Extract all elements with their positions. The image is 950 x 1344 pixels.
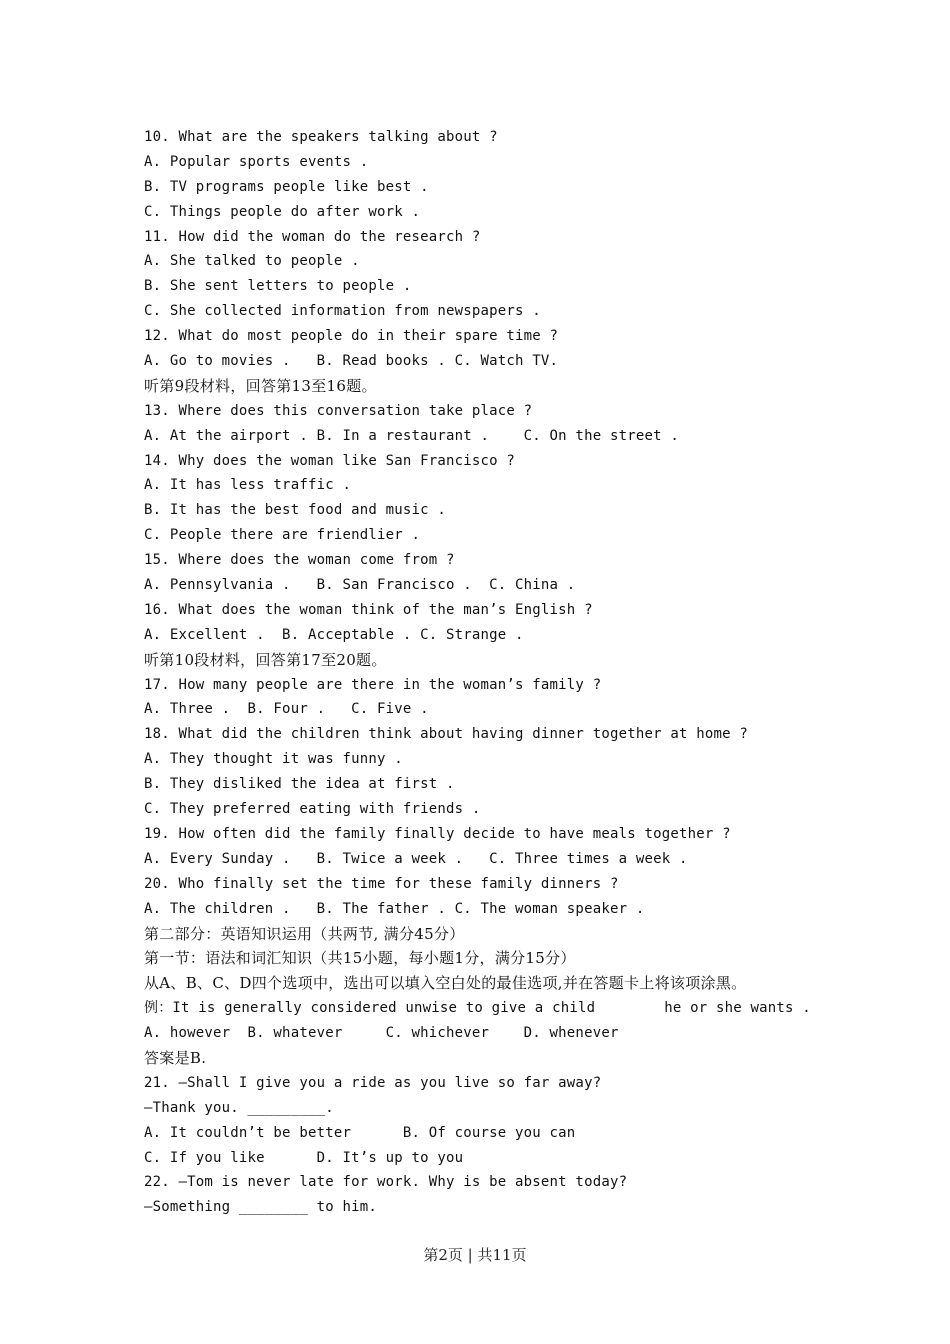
text-line: A. It couldn’t be better B. Of course you can bbox=[144, 1124, 576, 1141]
text-line: 答案是B. bbox=[144, 1048, 207, 1067]
text-line: A. Go to movies . B. Read books . C. Watch TV. bbox=[144, 353, 559, 370]
text-line: A. They thought it was funny . bbox=[144, 751, 403, 768]
page-content bbox=[144, 125, 824, 1220]
text-line: A. Pennsylvania . B. San Francisco . C. China . bbox=[144, 577, 576, 594]
text-line: A. It has less traffic . bbox=[144, 477, 352, 494]
text-line: —Thank you. _________. bbox=[144, 1099, 334, 1116]
text-line: 20. Who finally set the time for these family dinners ? bbox=[144, 875, 619, 892]
text-line: 第一节：语法和词汇知识（共15小题，每小题1分，满分15分） bbox=[144, 949, 576, 968]
text-line: 11. How did the woman do the research ? bbox=[144, 228, 481, 245]
text-line: 22. —Tom is never late for work. Why is be absent today? bbox=[144, 1174, 628, 1191]
text-line: C. If you like D. It’s up to you bbox=[144, 1149, 464, 1166]
text-line: 15. Where does the woman come from ? bbox=[144, 552, 455, 569]
text-line: —Something ________ to him. bbox=[144, 1199, 377, 1216]
text-line: B. They disliked the idea at first . bbox=[144, 776, 455, 793]
text-line: 16. What does the woman think of the man’s English ? bbox=[144, 601, 593, 618]
text-line: B. It has the best food and music . bbox=[144, 502, 447, 519]
text-line: 19. How often did the family finally decide to have meals together ? bbox=[144, 825, 731, 842]
text-line: A. Excellent . B. Acceptable . C. Strange . bbox=[144, 626, 524, 643]
text-line: C. They preferred eating with friends . bbox=[144, 801, 481, 818]
text-line: A. The children . B. The father . C. The woman speaker . bbox=[144, 900, 645, 917]
text-line: A. She talked to people . bbox=[144, 253, 360, 270]
text-line: 18. What did the children think about having dinner together at home ? bbox=[144, 726, 749, 743]
text-line: B. She sent letters to people . bbox=[144, 278, 412, 295]
text-line: 从A、B、C、D四个选项中，选出可以填入空白处的最佳选项,并在答题卡上将该项涂黑。 bbox=[144, 974, 747, 993]
page-footer: 第2页 | 共11页 bbox=[423, 1246, 527, 1264]
text-line: 17. How many people are there in the woman’s family ? bbox=[144, 676, 602, 693]
text-line: A. however B. whatever C. whichever D. whenever bbox=[144, 1025, 619, 1042]
text-line: 听第10段材料，回答第17至20题。 bbox=[144, 650, 387, 669]
text-line: B. TV programs people like best . bbox=[144, 178, 429, 195]
text-line: 10. What are the speakers talking about ? bbox=[144, 129, 498, 145]
text-line: 第二部分：英语知识运用（共两节, 满分45分） bbox=[144, 924, 465, 943]
text-line: 13. Where does this conversation take place ? bbox=[144, 402, 533, 419]
text-line: 12. What do most people do in their spare time ? bbox=[144, 328, 559, 345]
text-line: C. She collected information from newspapers . bbox=[144, 303, 541, 320]
text-line: C. People there are friendlier . bbox=[144, 527, 421, 544]
text-line: A. Every Sunday . B. Twice a week . C. Three times a week . bbox=[144, 850, 688, 867]
text-line: 例：It is generally considered unwise to give a child he or she wants . bbox=[144, 1000, 811, 1017]
text-line: 14. Why does the woman like San Francisco ? bbox=[144, 452, 516, 469]
text-line: A. At the airport . B. In a restaurant . C. On the street . bbox=[144, 427, 679, 444]
text-line: A. Popular sports events . bbox=[144, 153, 369, 170]
text-line: A. Three . B. Four . C. Five . bbox=[144, 701, 429, 718]
text-line: C. Things people do after work . bbox=[144, 203, 421, 220]
text-line: 听第9段材料，回答第13至16题。 bbox=[144, 376, 377, 395]
text-line: 21. —Shall I give you a ride as you live so far away? bbox=[144, 1074, 602, 1091]
